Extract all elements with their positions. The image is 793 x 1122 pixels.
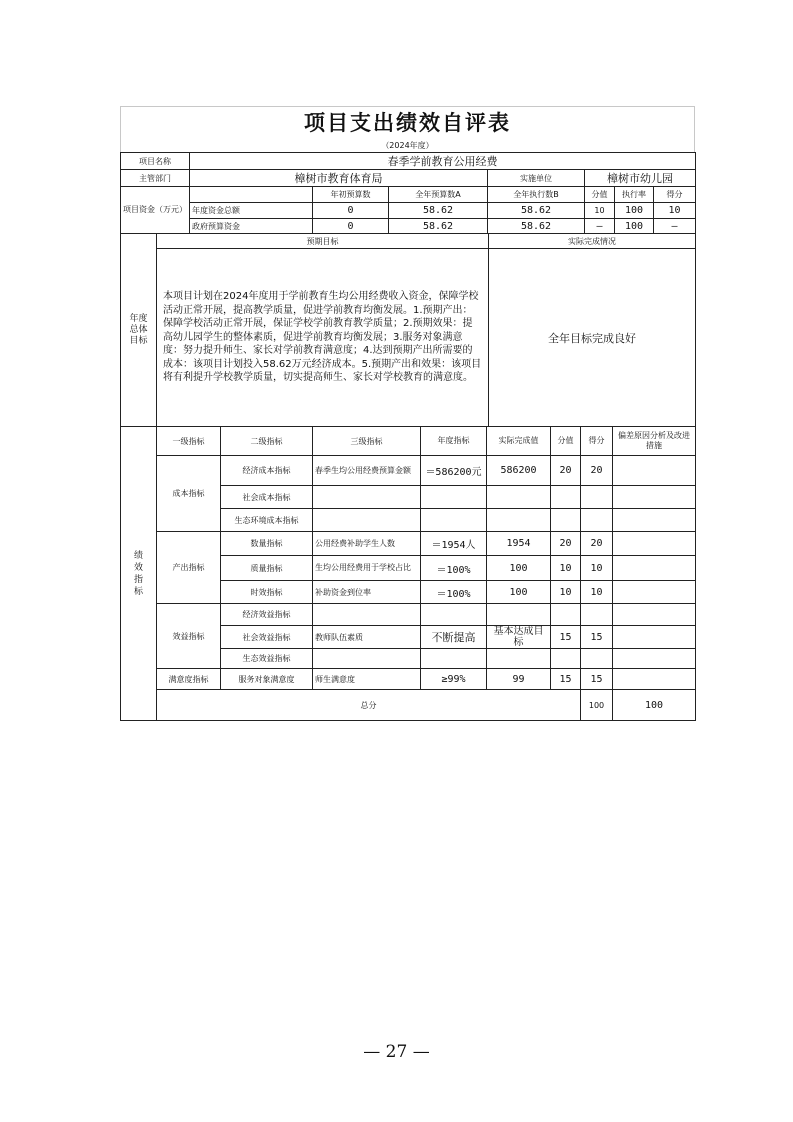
project-name: 春季学前教育公用经费 xyxy=(190,153,696,170)
funds-total-plan: 0 xyxy=(313,203,389,219)
header-annual-target: 年度指标 xyxy=(421,427,487,456)
satisfaction-target: ≥99% xyxy=(421,669,487,690)
header-score: 得分 xyxy=(581,427,613,456)
actual-completion-text: 全年目标完成良好 xyxy=(489,249,696,427)
perf-label: 绩效指标 xyxy=(134,550,144,597)
cost-indicator-label: 成本指标 xyxy=(157,456,221,532)
header-level2: 二级指标 xyxy=(221,427,313,456)
social-benefit-l3: 教师队伍素质 xyxy=(313,626,421,649)
funds-label: 项目资金（万元） xyxy=(121,187,190,234)
page-title: 项目支出绩效自评表 xyxy=(120,106,695,139)
funds-total-exec: 58.62 xyxy=(488,203,585,219)
expected-goal-text: 本项目计划在2024年度用于学前教育生均公用经费收入资金，保障学校活动正常开展，提高教学质量，促进学前教育均衡发展。1.预期产出：保障学校活动正常开展，保证学校学前教育教学质量；2.预期效果：提高幼儿园学生的整体素质，促进学前教育均衡发展；3.服务对象满意度：努力提升师生、家长对学前教育满意度；4.达到预期产出所需要的成本：该项目计划投入58.62万元经济成本。5.预期产出和效果：该项目将有利提升学校教学质量，切实提高师生、家长对学校教育的满意度。 xyxy=(157,249,489,427)
economic-cost-l3: 春季生均公用经费预算金额 xyxy=(313,456,421,486)
empty-cell xyxy=(613,486,696,509)
economic-benefit-label: 经济效益指标 xyxy=(221,604,313,626)
project-name-label: 项目名称 xyxy=(121,153,190,170)
quality-l3: 生均公用经费用于学校占比 xyxy=(313,556,421,581)
unit-value: 樟树市幼儿园 xyxy=(585,170,696,187)
satisfaction-l2: 服务对象满意度 xyxy=(221,669,313,690)
social-benefit-score: 15 xyxy=(581,626,613,649)
header-exec-rate: 执行率 xyxy=(615,187,654,203)
timeliness-l3: 补助资金到位率 xyxy=(313,581,421,604)
empty-cell xyxy=(613,581,696,604)
funds-header-blank xyxy=(190,187,313,203)
empty-cell xyxy=(613,626,696,649)
economic-cost-actual: 586200 xyxy=(487,456,551,486)
economic-cost-score-value: 20 xyxy=(551,456,581,486)
empty-cell xyxy=(613,604,696,626)
header-actual-value: 实际完成值 xyxy=(487,427,551,456)
funds-gov-plan: 0 xyxy=(313,219,389,234)
perf-label-cell xyxy=(121,427,157,721)
funds-total-score-value: 10 xyxy=(585,203,615,219)
funds-gov-label: 政府预算资金 xyxy=(190,219,313,234)
quantity-label: 数量指标 xyxy=(221,532,313,556)
eco-env-cost-label: 生态环境成本指标 xyxy=(221,509,313,532)
evaluation-sheet xyxy=(120,106,695,721)
dept-label: 主管部门 xyxy=(121,170,190,187)
empty-cell xyxy=(613,669,696,690)
empty-cell xyxy=(313,649,421,669)
quality-target: ＝100% xyxy=(421,556,487,581)
total-score-value: 100 xyxy=(581,690,613,721)
dept-value: 樟树市教育体育局 xyxy=(190,170,488,187)
funds-gov-exec: 58.62 xyxy=(488,219,585,234)
empty-cell xyxy=(487,509,551,532)
quantity-actual: 1954 xyxy=(487,532,551,556)
output-indicator-label: 产出指标 xyxy=(157,532,221,604)
header-plan: 年初预算数 xyxy=(313,187,389,203)
actual-completion-header: 实际完成情况 xyxy=(489,234,696,249)
empty-cell xyxy=(613,649,696,669)
economic-cost-target: ＝586200元 xyxy=(421,456,487,486)
timeliness-actual: 100 xyxy=(487,581,551,604)
social-benefit-target: 不断提高 xyxy=(421,626,487,649)
satisfaction-l3: 师生满意度 xyxy=(313,669,421,690)
header-full-budget: 全年预算数A xyxy=(389,187,488,203)
header-score: 得分 xyxy=(654,187,696,203)
empty-cell xyxy=(581,649,613,669)
satisfaction-actual: 99 xyxy=(487,669,551,690)
quantity-l3: 公用经费补助学生人数 xyxy=(313,532,421,556)
empty-cell xyxy=(421,649,487,669)
economic-cost-score: 20 xyxy=(581,456,613,486)
funds-total-label: 年度资金总额 xyxy=(190,203,313,219)
empty-cell xyxy=(487,604,551,626)
empty-cell xyxy=(421,509,487,532)
empty-cell xyxy=(487,486,551,509)
eco-benefit-label: 生态效益指标 xyxy=(221,649,313,669)
quantity-target: ＝1954人 xyxy=(421,532,487,556)
empty-cell xyxy=(313,509,421,532)
funds-total-rate: 100 xyxy=(615,203,654,219)
social-benefit-score-value: 15 xyxy=(551,626,581,649)
empty-cell xyxy=(421,486,487,509)
empty-cell xyxy=(313,486,421,509)
funds-total-score: 10 xyxy=(654,203,696,219)
timeliness-score: 10 xyxy=(581,581,613,604)
header-executed: 全年执行数B xyxy=(488,187,585,203)
social-benefit-label: 社会效益指标 xyxy=(221,626,313,649)
empty-cell xyxy=(551,604,581,626)
funds-gov-rate: 100 xyxy=(615,219,654,234)
quality-score: 10 xyxy=(581,556,613,581)
empty-cell xyxy=(551,509,581,532)
social-cost-label: 社会成本指标 xyxy=(221,486,313,509)
header-level1: 一级指标 xyxy=(157,427,221,456)
total-label: 总分 xyxy=(157,690,581,721)
empty-cell xyxy=(581,509,613,532)
empty-cell xyxy=(613,532,696,556)
economic-cost-reason xyxy=(613,456,696,486)
funds-gov-score: — xyxy=(654,219,696,234)
funds-total-full: 58.62 xyxy=(389,203,488,219)
annual-goal-table xyxy=(120,233,696,427)
unit-label: 实施单位 xyxy=(488,170,585,187)
empty-cell xyxy=(613,509,696,532)
performance-table xyxy=(120,426,696,721)
project-info-table xyxy=(120,152,696,234)
satisfaction-score-value: 15 xyxy=(551,669,581,690)
empty-cell xyxy=(421,604,487,626)
header-deviation-reason: 偏差原因分析及改进措施 xyxy=(613,427,696,456)
expected-goal-header: 预期目标 xyxy=(157,234,489,249)
timeliness-target: ＝100% xyxy=(421,581,487,604)
satisfaction-indicator-label: 满意度指标 xyxy=(157,669,221,690)
quality-score-value: 10 xyxy=(551,556,581,581)
empty-cell xyxy=(613,556,696,581)
header-level3: 三级指标 xyxy=(313,427,421,456)
total-score: 100 xyxy=(613,690,696,721)
empty-cell xyxy=(551,649,581,669)
social-benefit-actual: 基本达成目标 xyxy=(487,626,551,649)
funds-gov-full: 58.62 xyxy=(389,219,488,234)
quantity-score: 20 xyxy=(581,532,613,556)
funds-gov-score-value: — xyxy=(585,219,615,234)
empty-cell xyxy=(551,486,581,509)
benefit-indicator-label: 效益指标 xyxy=(157,604,221,669)
goal-label-cell xyxy=(121,234,157,427)
timeliness-label: 时效指标 xyxy=(221,581,313,604)
economic-cost-label: 经济成本指标 xyxy=(221,456,313,486)
empty-cell xyxy=(581,604,613,626)
quantity-score-value: 20 xyxy=(551,532,581,556)
satisfaction-score: 15 xyxy=(581,669,613,690)
empty-cell xyxy=(487,649,551,669)
empty-cell xyxy=(313,604,421,626)
header-score-value: 分值 xyxy=(585,187,615,203)
year-note: （2024年度） xyxy=(120,139,695,152)
header-score-value: 分值 xyxy=(551,427,581,456)
empty-cell xyxy=(581,486,613,509)
goal-label: 年度总体目标 xyxy=(129,313,148,346)
timeliness-score-value: 10 xyxy=(551,581,581,604)
page-number: — 27 — xyxy=(363,1042,430,1062)
quality-label: 质量指标 xyxy=(221,556,313,581)
quality-actual: 100 xyxy=(487,556,551,581)
